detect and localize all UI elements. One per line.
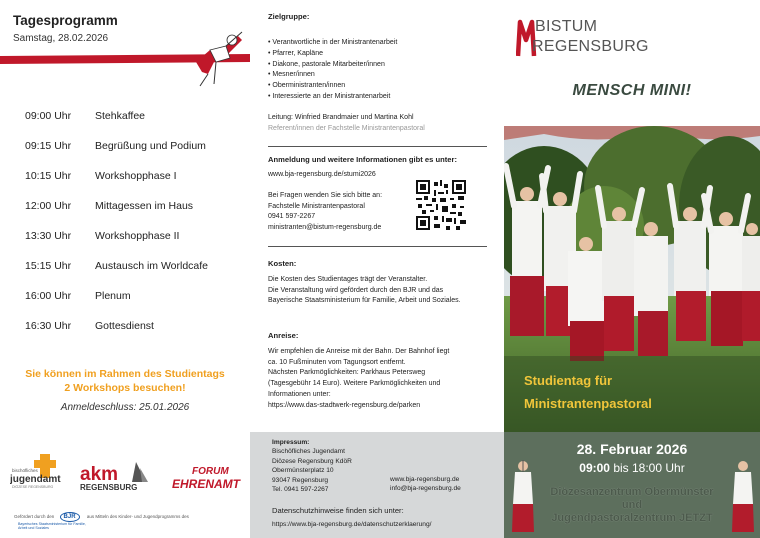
schedule-time: 09:00 Uhr xyxy=(25,110,72,122)
schedule-activity: Stehkaffee xyxy=(95,110,146,122)
impressum-box xyxy=(250,432,504,538)
akm-sub-text: REGENSBURG xyxy=(80,483,138,492)
registration-phone: 0941 597-2267 xyxy=(268,213,316,221)
venue-line-2: und xyxy=(621,499,643,511)
divider xyxy=(268,246,487,247)
list-item: • Pfarrer, Kapläne xyxy=(268,49,323,57)
impressum-line: Diözese Regensburg KdöR xyxy=(272,457,352,465)
impressum-line: Bischöfliches Jugendamt xyxy=(272,448,345,456)
target-group-list xyxy=(268,38,494,103)
event-title-line-2: Ministrantenpastoral xyxy=(524,396,652,411)
registration-deadline: Anmeldeschluss: 25.01.2026 xyxy=(60,402,190,413)
list-item: • Oberministranten/innen xyxy=(268,82,346,90)
cost-line-2: Die Veranstaltung wird gefördert durch den BJR und das xyxy=(268,286,444,294)
divider xyxy=(268,146,487,147)
impressum-web[interactable]: www.bja-regensburg.de xyxy=(390,476,460,483)
funding-text-1: Gefördert durch den xyxy=(14,514,55,519)
motto-heading: MENSCH MINI! xyxy=(572,82,692,99)
privacy-url[interactable]: https://www.bja-regensburg.de/datenschutzerklaerung/ xyxy=(272,521,432,528)
workshops-line-1: Sie können im Rahmen des Studientags xyxy=(25,368,225,380)
travel-line-4: (Tagesgebühr 14 Euro). Weitere Parkmöglichkeiten und xyxy=(268,380,441,388)
impressum-contacts xyxy=(390,475,461,494)
registration-question: Bei Fragen wenden Sie sich bitte an: xyxy=(268,191,383,199)
target-group-heading: Zielgruppe: xyxy=(268,12,310,21)
cost-line-1: Die Kosten des Studientages trägt der Veranstalter. xyxy=(268,275,428,283)
forum-ehrenamt-logo xyxy=(168,462,244,494)
target-group-section xyxy=(268,12,494,23)
schedule-activity: Austausch im Worldcafe xyxy=(95,260,209,272)
travel-line-2: ca. 10 Fußminuten vom Tagungsort entfernt. xyxy=(268,358,406,366)
schedule-row xyxy=(25,224,245,254)
middle-panel xyxy=(250,0,504,538)
funding-text-2: aus Mitteln des Kinder- und Jugendprogramms des xyxy=(86,514,189,519)
schedule-time: 16:30 Uhr xyxy=(25,320,72,332)
travel-url[interactable]: https://www.das-stadtwerk-regensburg.de/parken xyxy=(268,401,421,409)
privacy-heading: Datenschutzhinweise finden sich unter: xyxy=(272,506,404,515)
event-time xyxy=(504,461,760,475)
lead-names: Leitung: Winfried Brandmaier und Martina Kohl xyxy=(268,114,414,121)
right-panel xyxy=(504,0,760,538)
bjr-logo: BJR xyxy=(60,512,80,522)
schedule-time: 15:15 Uhr xyxy=(25,260,72,272)
list-item: • Mesner/innen xyxy=(268,71,315,79)
lead-role: Referent/innen der Fachstelle Ministrantenpastoral xyxy=(268,124,425,132)
funding-line xyxy=(14,512,250,530)
travel-line-5: Informationen unter: xyxy=(268,390,331,398)
workshops-note xyxy=(0,367,250,395)
registration-email[interactable]: ministranten@bistum-regensburg.de xyxy=(268,224,382,232)
akm-logo xyxy=(80,460,158,496)
travel-heading: Anreise: xyxy=(268,331,299,340)
list-item: • Diakone, pastorale Mitarbeiter/innen xyxy=(268,60,385,68)
registration-url[interactable]: www.bja-regensburg.de/stumi2026 xyxy=(268,171,376,178)
program-date: Samstag, 28.02.2026 xyxy=(13,33,109,44)
workshops-line-2: 2 Workshops besuchen! xyxy=(64,382,186,394)
schedule-row xyxy=(25,314,245,344)
akm-text: akm xyxy=(80,464,119,485)
schedule-row xyxy=(25,164,245,194)
schedule-activity: Plenum xyxy=(95,290,131,302)
schedule-time: 09:15 Uhr xyxy=(25,140,72,152)
jugendamt-logo xyxy=(10,452,72,498)
jugendamt-top-text: bischöfliches xyxy=(12,468,38,473)
schedule-activity: Mittagessen im Haus xyxy=(95,200,194,212)
list-item: • Interessierte an der Ministrantenarbeit xyxy=(268,92,391,100)
schedule-activity: Workshopphase I xyxy=(95,170,177,182)
impressum-mail[interactable]: info@bja-regensburg.de xyxy=(390,485,461,493)
schedule-time: 12:00 Uhr xyxy=(25,200,72,212)
schedule-list xyxy=(25,104,245,344)
schedule-row xyxy=(25,134,245,164)
cost-heading: Kosten: xyxy=(268,259,297,268)
qr-code-icon[interactable] xyxy=(416,180,466,230)
impressum-heading: Impressum: xyxy=(272,439,310,446)
schedule-row xyxy=(25,284,245,314)
schedule-time: 16:00 Uhr xyxy=(25,290,72,302)
registration-heading: Anmeldung und weitere Informationen gibt es unter: xyxy=(268,155,458,164)
travel-section xyxy=(268,331,494,412)
schedule-activity: Workshopphase II xyxy=(95,230,180,242)
partner-logos xyxy=(10,452,245,502)
travel-line-3: Nächsten Parkmöglichkeiten: Parkhaus Petersweg xyxy=(268,369,426,377)
schedule-activity: Begrüßung und Podium xyxy=(95,140,206,152)
list-item: • Verantwortliche in der Ministrantenarbeit xyxy=(268,39,398,46)
jumping-minister-icon xyxy=(186,28,248,90)
schedule-time: 10:15 Uhr xyxy=(25,170,72,182)
impressum-line: Tel. 0941 597-2267 xyxy=(272,486,329,494)
cost-section xyxy=(268,259,494,307)
registration-dept: Fachstelle Ministrantenpastoral xyxy=(268,202,365,210)
schedule-row xyxy=(25,104,245,134)
event-date: 28. Februar 2026 xyxy=(576,441,688,457)
bistum-logo-line-1: BISTUM xyxy=(535,18,598,35)
impressum-line: 93047 Regensburg xyxy=(272,476,329,484)
impressum-line: Obermünsterplatz 10 xyxy=(272,467,334,475)
jugendamt-text: jugendamt xyxy=(10,474,61,485)
event-time-rest: bis 18:00 Uhr xyxy=(609,461,685,475)
event-time-start: 09:00 xyxy=(579,461,610,475)
cost-line-3: Bayerische Staatsministerium für Familie, Arbeit und Soziales. xyxy=(268,297,461,305)
event-venue xyxy=(504,484,760,527)
ehrenamt-text: EHRENAMT xyxy=(172,477,240,491)
jugendamt-sub-text: DIÖZESE REGENSBURG xyxy=(12,485,54,489)
forum-text: FORUM xyxy=(192,466,229,477)
lead-section xyxy=(268,113,494,135)
schedule-activity: Gottesdienst xyxy=(95,320,154,332)
schedule-row xyxy=(25,254,245,284)
schedule-time: 13:30 Uhr xyxy=(25,230,72,242)
bistum-logo-line-2: REGENSBURG xyxy=(532,38,649,55)
registration-section xyxy=(268,155,494,166)
venue-line-3: Jugendpastoralzentrum JETZT xyxy=(551,512,713,524)
venue-line-1: Diözesanzentrum Obermünster xyxy=(550,486,714,498)
ministry-logo: Bayerisches Staatsministerium für Familie, Arbeit und Soziales xyxy=(18,522,86,530)
impressum-address xyxy=(272,438,352,494)
schedule-row xyxy=(25,194,245,224)
program-title: Tagesprogramm xyxy=(13,13,118,28)
left-panel xyxy=(0,0,250,538)
travel-line-1: Wir empfehlen die Anreise mit der Bahn. Der Bahnhof liegt xyxy=(268,347,450,355)
event-title-line-1: Studientag für xyxy=(524,373,613,388)
